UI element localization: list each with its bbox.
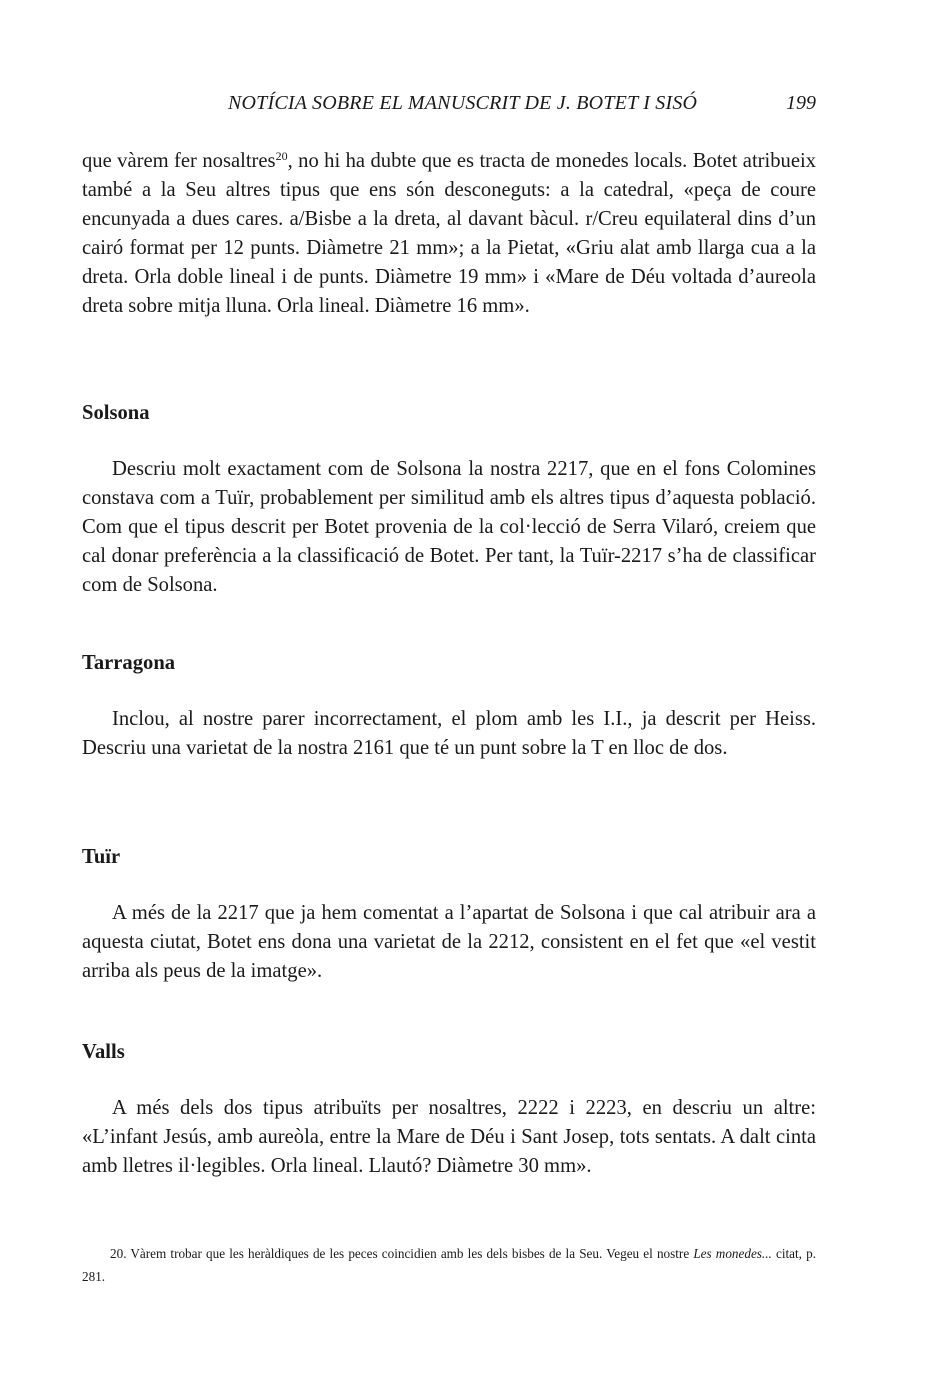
intro-text-start: que vàrem fer nosaltres (82, 150, 276, 172)
section-heading-tarragona: Tarragona (82, 652, 176, 674)
running-header (82, 92, 816, 122)
footnote-cited-title: Les monedes... (693, 1246, 772, 1261)
running-title: NOTÍCIA SOBRE EL MANUSCRIT DE J. BOTET I SISÓ (228, 92, 698, 114)
section-text-valls: A més dels dos tipus atribuïts per nosaltres, 2222 i 2223, en descriu un altre: «L’infant Jesús, amb aureòla, entre la Mare de Déu i Sant Josep, tots sentats. A dalt cinta amb lletres il·legibles. Orla lineal. Llautó? Diàmetre 30 mm». (82, 1097, 816, 1177)
section-heading-valls: Valls (82, 1041, 125, 1063)
intro-paragraph (82, 147, 816, 321)
intro-text-end: , no hi ha dubte que es tracta de monedes locals. Botet atribueix també a la Seu altres tipus que ens són desconeguts: a la catedral, «peça de coure encunyada a dues cares. a/Bisbe a la dreta, al davant bàcul. r/Creu equilateral dins d’un cairó format per 12 punts. Diàmetre 21 mm»; a la Pietat, «Griu alat amb llarga cua a la dreta. Orla doble lineal i de punts. Diàmetre 19 mm» i «Mare de Déu voltada d’aureola dreta sobre mitja lluna. Orla lineal. Diàmetre 16 mm». (82, 150, 816, 317)
section-text-tarragona: Inclou, al nostre parer incorrectament, el plom amb les I.I., ja descrit per Heiss. Descriu una varietat de la nostra 2161 que té un punt sobre la T en lloc de dos. (82, 708, 816, 759)
section-heading-solsona: Solsona (82, 402, 150, 424)
section-text-tuir: A més de la 2217 que ja hem comentat a l’apartat de Solsona i que cal atribuir ara a aquesta ciutat, Botet ens dona una varietat de la 2212, consistent en el fet que «el vestit arriba als peus de la imatge». (82, 902, 816, 982)
section-heading-tuir: Tuïr (82, 846, 121, 868)
section-text-solsona: Descriu molt exactament com de Solsona la nostra 2217, que en el fons Colomines constava com a Tuïr, probablement per similitud amb els altres tipus d’aquesta població. Com que el tipus descrit per Botet provenia de la col·lecció de Serra Vilaró, creiem que cal donar preferència a la classificació de Botet. Per tant, la Tuïr-2217 s’ha de classificar com de Solsona. (82, 458, 816, 596)
footnote-text: Vàrem trobar que les heràldiques de les peces coincidien amb les dels bisbes de la Seu. Vegeu el nostre (126, 1246, 694, 1261)
footnote-text-end: citat, p. 281. (82, 1246, 816, 1284)
page-number: 199 (786, 92, 816, 114)
footnote-reference: 20 (275, 149, 288, 163)
footnote-number: 20. (110, 1246, 127, 1261)
footnote (82, 1242, 816, 1288)
